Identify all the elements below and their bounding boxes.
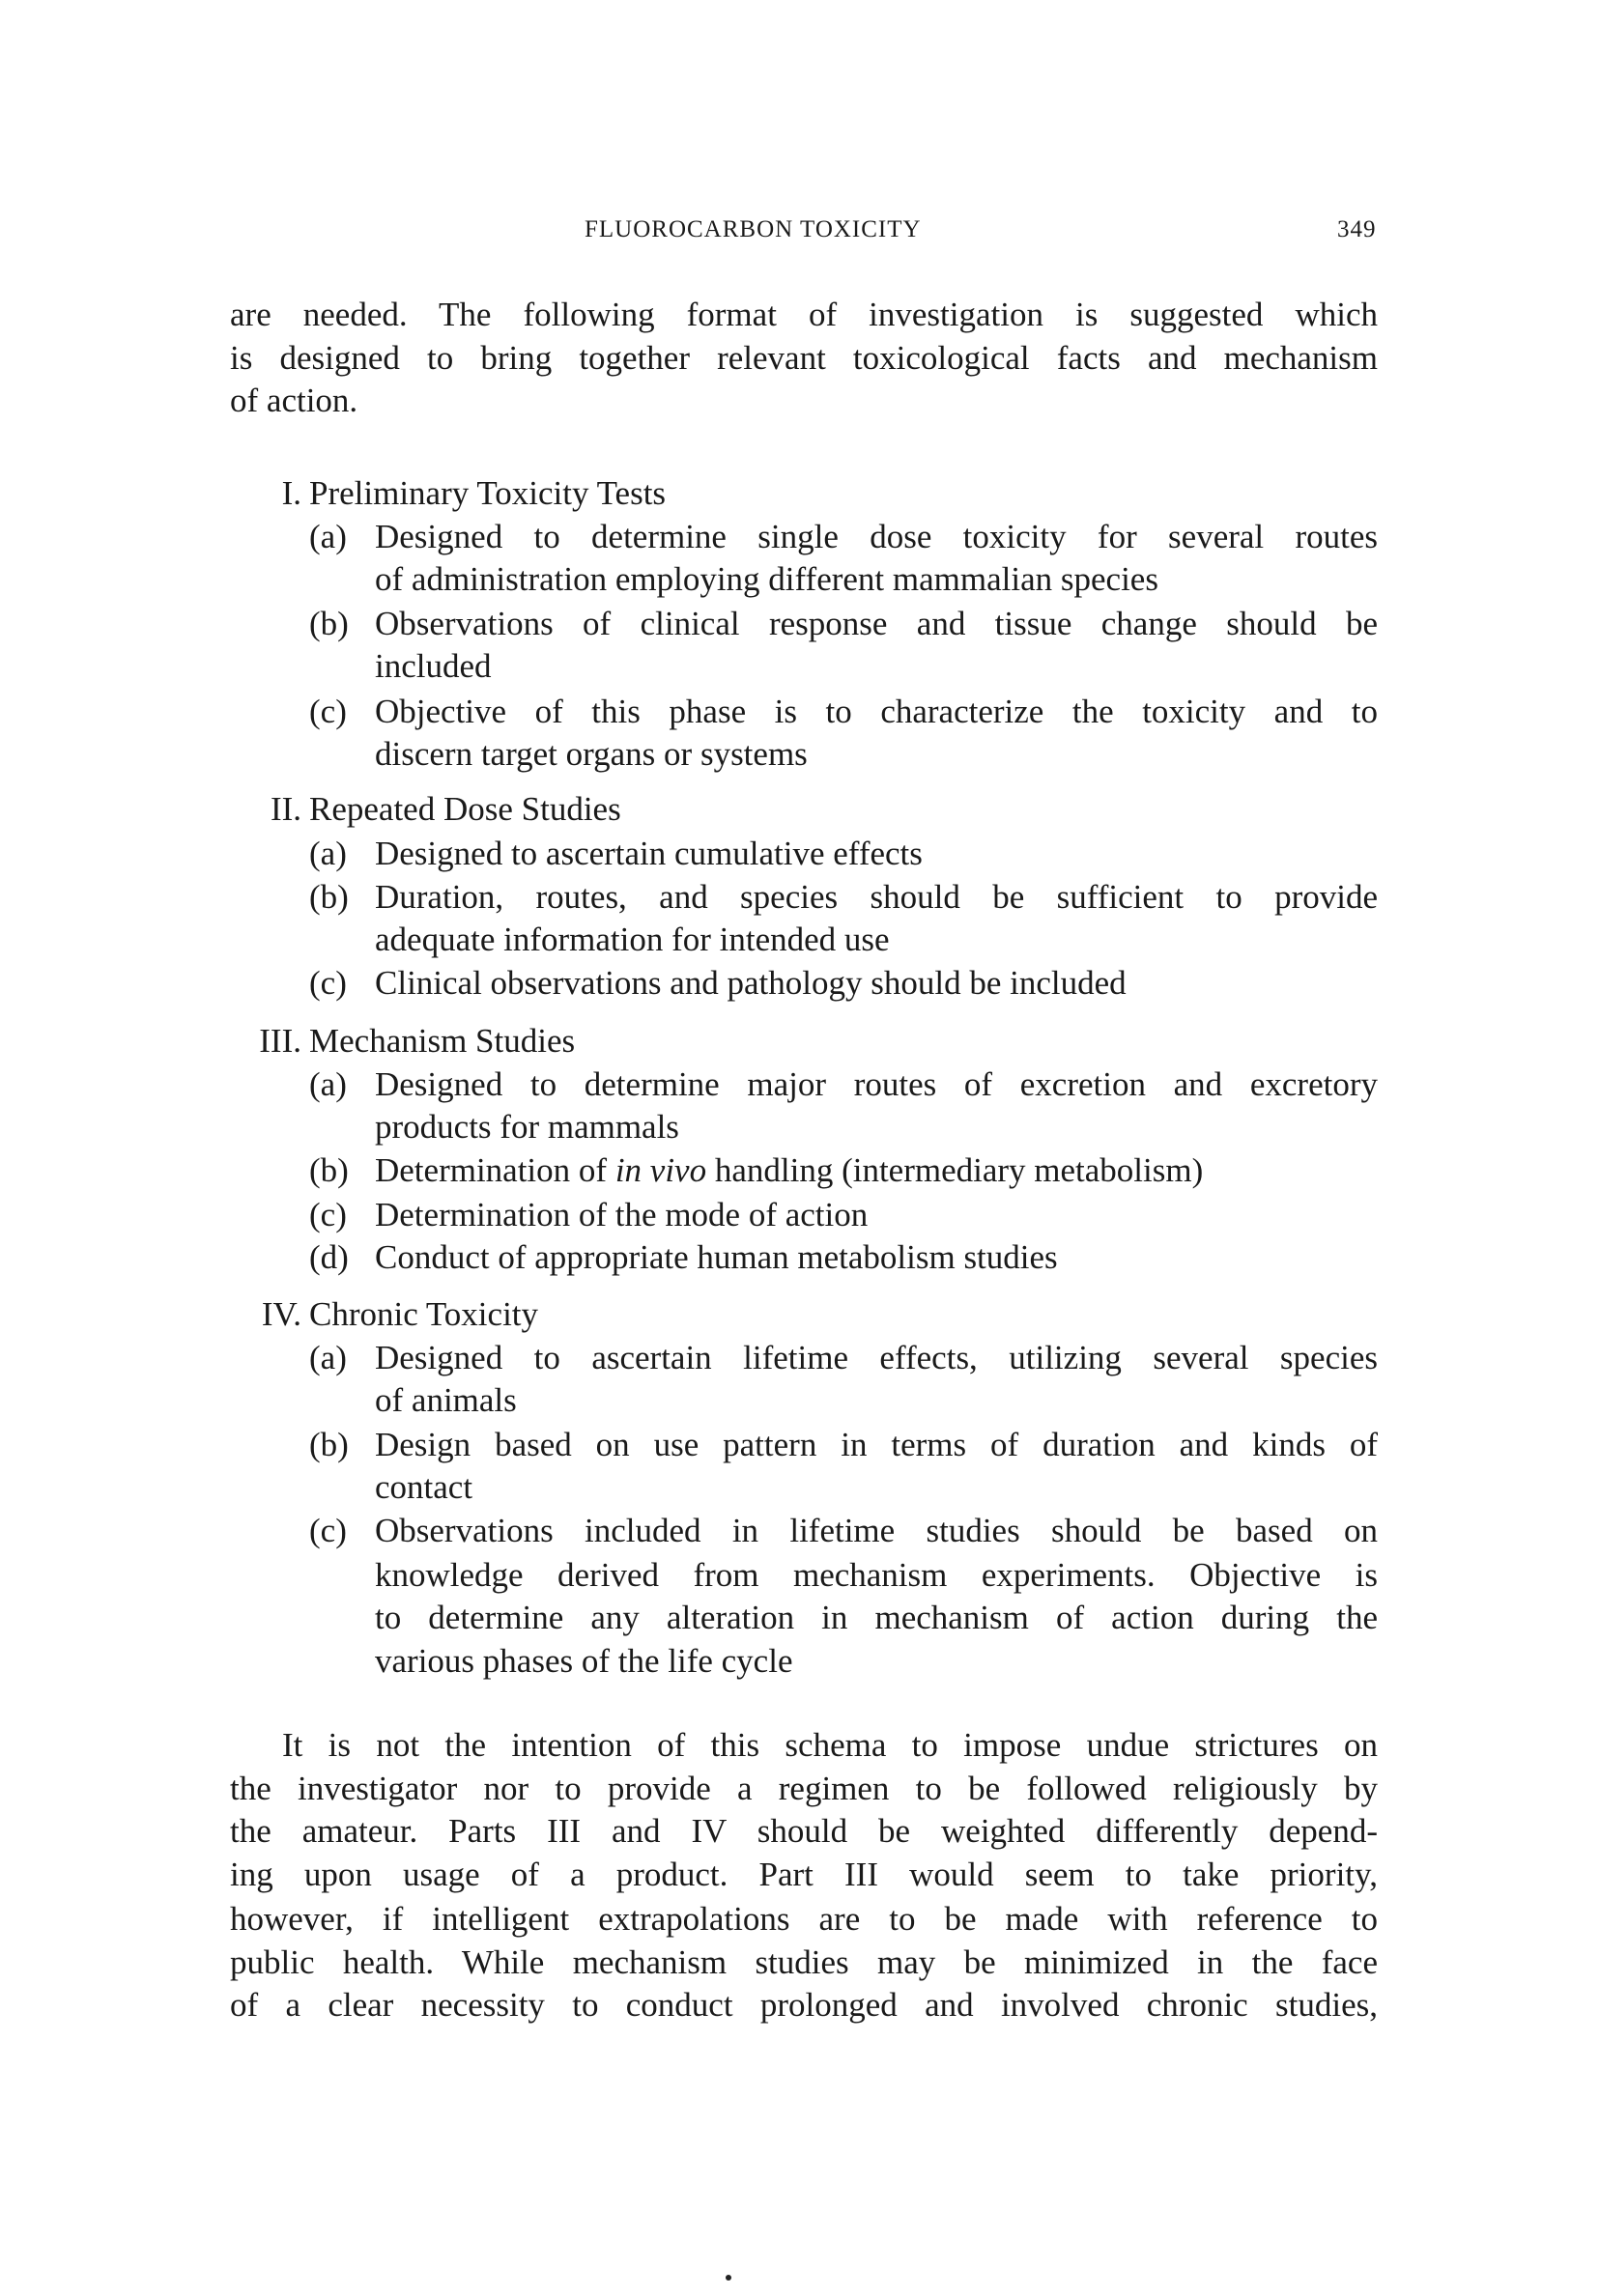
running-title: FLUOROCARBON TOXICITY xyxy=(585,216,922,242)
item-line: Clinical observations and pathology should be included xyxy=(375,964,1127,1002)
item-line: Conduct of appropriate human metabolism studies xyxy=(375,1238,1058,1276)
paragraph-line: the amateur. Parts III and IV should be weighted differently depend- xyxy=(230,1812,1378,1850)
item-line: Determination of the mode of action xyxy=(375,1196,869,1233)
paragraph-line: public health. While mechanism studies may be minimized in the face xyxy=(230,1943,1378,1981)
section-numeral: III. xyxy=(259,1022,301,1060)
page-number: 349 xyxy=(1337,216,1377,242)
section-numeral: II. xyxy=(270,790,301,828)
item-label: (a) xyxy=(309,518,347,555)
item-line: of animals xyxy=(375,1381,517,1419)
section-heading: Repeated Dose Studies xyxy=(309,790,621,828)
intro-line: are needed. The following format of investigation is suggested which xyxy=(230,296,1378,333)
paragraph-line: It is not the intention of this schema to impose undue strictures on xyxy=(282,1726,1378,1764)
section-heading: Mechanism Studies xyxy=(309,1022,576,1060)
item-line xyxy=(375,1149,1203,1192)
item-label: (c) xyxy=(309,693,347,730)
section-numeral: IV. xyxy=(261,1295,301,1333)
section-numeral: I. xyxy=(281,474,301,512)
item-label: (a) xyxy=(309,1339,347,1376)
item-line: Duration, routes, and species should be sufficient to provide xyxy=(375,878,1378,916)
item-line: knowledge derived from mechanism experiments. Objective is xyxy=(375,1556,1378,1594)
item-label: (b) xyxy=(309,1426,349,1463)
item-line: Observations of clinical response and tissue change should be xyxy=(375,605,1378,642)
paragraph-line: the investigator nor to provide a regimen to be followed religiously by xyxy=(230,1770,1378,1807)
intro-line: is designed to bring together relevant toxicological facts and mechanism xyxy=(230,339,1378,377)
item-label: (c) xyxy=(309,1512,347,1549)
item-label: (c) xyxy=(309,964,347,1002)
item-line: Observations included in lifetime studies should be based on xyxy=(375,1512,1378,1549)
paragraph-line: however, if intelligent extrapolations are to be made with reference to xyxy=(230,1900,1378,1938)
stray-mark xyxy=(726,2275,731,2281)
item-label: (d) xyxy=(309,1238,349,1276)
item-line: of administration employing different mammalian species xyxy=(375,560,1158,598)
item-label: (b) xyxy=(309,1151,349,1189)
paragraph-line: of a clear necessity to conduct prolonged and involved chronic studies, xyxy=(230,1986,1378,2024)
item-line: products for mammals xyxy=(375,1108,679,1146)
paragraph-line: ing upon usage of a product. Part III would seem to take priority, xyxy=(230,1856,1378,1893)
item-label: (c) xyxy=(309,1196,347,1233)
item-line: Design based on use pattern in terms of duration and kinds of xyxy=(375,1426,1378,1463)
item-line: Designed to ascertain cumulative effects xyxy=(375,835,923,872)
item-line: discern target organs or systems xyxy=(375,735,808,773)
intro-line: of action. xyxy=(230,382,358,419)
text-span: Determination of xyxy=(375,1151,615,1189)
item-label: (a) xyxy=(309,1065,347,1103)
section-heading: Preliminary Toxicity Tests xyxy=(309,474,667,512)
item-label: (a) xyxy=(309,835,347,872)
item-line: various phases of the life cycle xyxy=(375,1642,793,1680)
item-line: to determine any alteration in mechanism of action during the xyxy=(375,1599,1378,1636)
item-line: Designed to determine single dose toxicity for several routes xyxy=(375,518,1378,555)
item-label: (b) xyxy=(309,605,349,642)
text-span: handling (intermediary metabolism) xyxy=(706,1151,1204,1189)
section-heading: Chronic Toxicity xyxy=(309,1295,539,1333)
item-line: Designed to ascertain lifetime effects, utilizing several species xyxy=(375,1339,1378,1376)
item-line: contact xyxy=(375,1468,473,1506)
item-line: Designed to determine major routes of excretion and excretory xyxy=(375,1065,1378,1103)
item-line: adequate information for intended use xyxy=(375,921,890,958)
item-label: (b) xyxy=(309,878,349,916)
italic-term: in vivo xyxy=(614,1151,707,1189)
item-line: Objective of this phase is to characterize the toxicity and to xyxy=(375,693,1378,730)
item-line: included xyxy=(375,647,492,685)
